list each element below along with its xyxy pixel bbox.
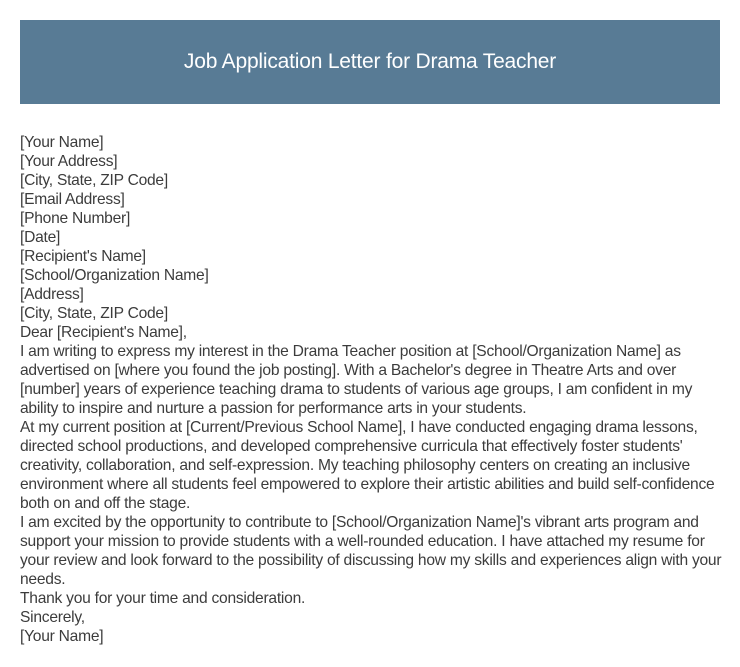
recipient-city-state-zip: [City, State, ZIP Code] (20, 305, 168, 322)
sender-name: [Your Name] (20, 134, 104, 151)
recipient-name: [Recipient's Name] (20, 248, 146, 265)
recipient-address: [Address] (20, 286, 84, 303)
paragraph-thanks: Thank you for your time and consideration. (20, 590, 306, 607)
salutation: Dear [Recipient's Name], (20, 324, 187, 341)
letter-body (20, 133, 725, 646)
signature: [Your Name] (20, 628, 104, 645)
page-title: Job Application Letter for Drama Teacher (183, 50, 557, 73)
page-header (20, 20, 720, 104)
letter-date: [Date] (20, 229, 61, 246)
paragraph-motivation: I am excited by the opportunity to contribute to [School/Organization Name]'s vibrant arts program and support your mission to provide students with a well-rounded education. I have attached my resume for your review and look forward to the possibility of discussing how my skills and experiences align with your needs. (20, 514, 722, 588)
sender-email: [Email Address] (20, 191, 125, 208)
sender-phone: [Phone Number] (20, 210, 131, 227)
paragraph-experience: At my current position at [Current/Previous School Name], I have conducted engaging drama lessons, directed school productions, and developed comprehensive curricula that effectively foster students' creativity, collaboration, and self-expression. My teaching philosophy centers on creating an inclusive environment where all students feel empowered to explore their artistic abilities and build self-confidence both on and off the stage. (20, 419, 715, 512)
sender-address: [Your Address] (20, 153, 118, 170)
recipient-organization: [School/Organization Name] (20, 267, 209, 284)
paragraph-intro: I am writing to express my interest in the Drama Teacher position at [School/Organization Name] as advertised on [where you found the job posting]. With a Bachelor's degree in Theatre Arts and over [number] years of experience teaching drama to students of various age groups, I am confident in my ability to inspire and nurture a passion for performance arts in your students. (20, 343, 693, 417)
sender-city-state-zip: [City, State, ZIP Code] (20, 172, 168, 189)
closing: Sincerely, (20, 609, 85, 626)
